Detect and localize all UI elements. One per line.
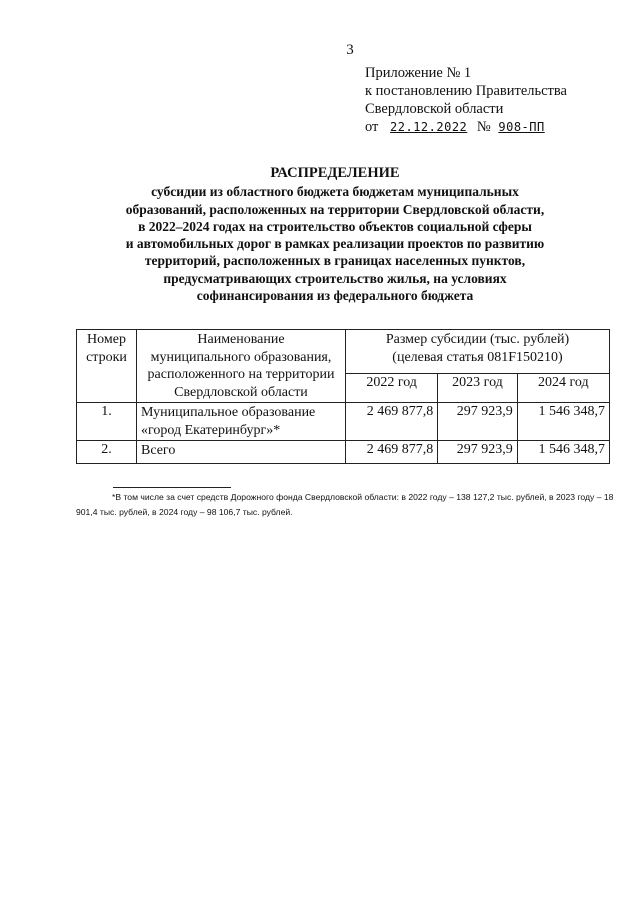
appendix-line-1: Приложение № 1 — [365, 65, 472, 81]
footnote: *В том числе за счет средств Дорожного фонда Свердловской области: в 2022 году – 138 127,2 тыс. рублей, в 2023 году – 18 901,4 тыс. рублей, в 2024 году – 98 106,7 тыс. рублей. — [76, 492, 614, 517]
title-line: образований, расположенных на территории Свердловской области, — [125, 201, 545, 217]
page-number: 3 — [346, 42, 354, 58]
value-2024: 1 546 348,7 — [517, 403, 609, 441]
header-year-2023: 2023 год — [438, 374, 517, 403]
value-2022: 2 469 877,8 — [346, 403, 438, 441]
row-number: 1. — [77, 403, 137, 441]
header-name-line: Наименование — [197, 332, 285, 347]
date-prefix: от — [365, 119, 379, 135]
header-number — [77, 330, 137, 403]
header-name-line: муниципального образования, — [150, 349, 332, 365]
document-title — [80, 165, 590, 304]
title-line: субсидии из областного бюджета бюджетам муниципальных — [151, 184, 519, 200]
appendix-line-3: Свердловской области — [365, 101, 504, 117]
value-2024: 1 546 348,7 — [517, 441, 609, 464]
row-number: 2. — [77, 441, 137, 464]
title-line: в 2022–2024 годах на строительство объектов социальной сферы — [138, 218, 532, 234]
header-name-line: Свердловской области — [174, 384, 308, 400]
header-year-2024: 2024 год — [517, 374, 609, 403]
table-row — [77, 441, 610, 464]
decree-number: 908-ПП — [498, 120, 545, 134]
row-name-line: Всего — [141, 443, 176, 458]
value-2022: 2 469 877,8 — [346, 441, 438, 464]
header-size-line: Размер субсидии (тыс. рублей) — [385, 332, 570, 347]
footnote-divider — [113, 487, 231, 488]
header-year-2022: 2022 год — [346, 374, 438, 403]
row-name-line: «город Екатеринбург»* — [141, 422, 281, 438]
header-name-line: расположенного на территории — [147, 367, 335, 382]
title-line: предусматривающих строительство жилья, на условиях — [163, 270, 507, 286]
value-2023: 297 923,9 — [438, 403, 517, 441]
header-number-line: строки — [86, 349, 127, 365]
subsidy-table — [76, 329, 610, 464]
title-line: и автомобильных дорог в рамках реализации проектов по развитию — [125, 236, 545, 252]
number-prefix: № — [476, 119, 491, 135]
table-row — [77, 403, 610, 441]
header-subsidy-size — [346, 330, 610, 374]
title-heading: РАСПРЕДЕЛЕНИЕ — [270, 165, 400, 181]
appendix-block — [365, 64, 625, 136]
decree-date: 22.12.2022 — [390, 120, 468, 134]
header-size-line: (целевая статья 081F150210) — [392, 349, 563, 365]
title-line: территорий, расположенных в границах населенных пунктов, — [144, 253, 526, 269]
header-row — [77, 330, 610, 374]
header-name — [137, 330, 346, 403]
title-line: софинансирования из федерального бюджета — [196, 288, 474, 304]
row-name-line: Муниципальное образование — [141, 405, 316, 420]
row-name — [137, 441, 346, 464]
value-2023: 297 923,9 — [438, 441, 517, 464]
header-number-line: Номер — [87, 332, 126, 347]
appendix-line-2: к постановлению Правительства — [365, 83, 567, 99]
appendix-date-line — [365, 118, 625, 136]
row-name — [137, 403, 346, 441]
